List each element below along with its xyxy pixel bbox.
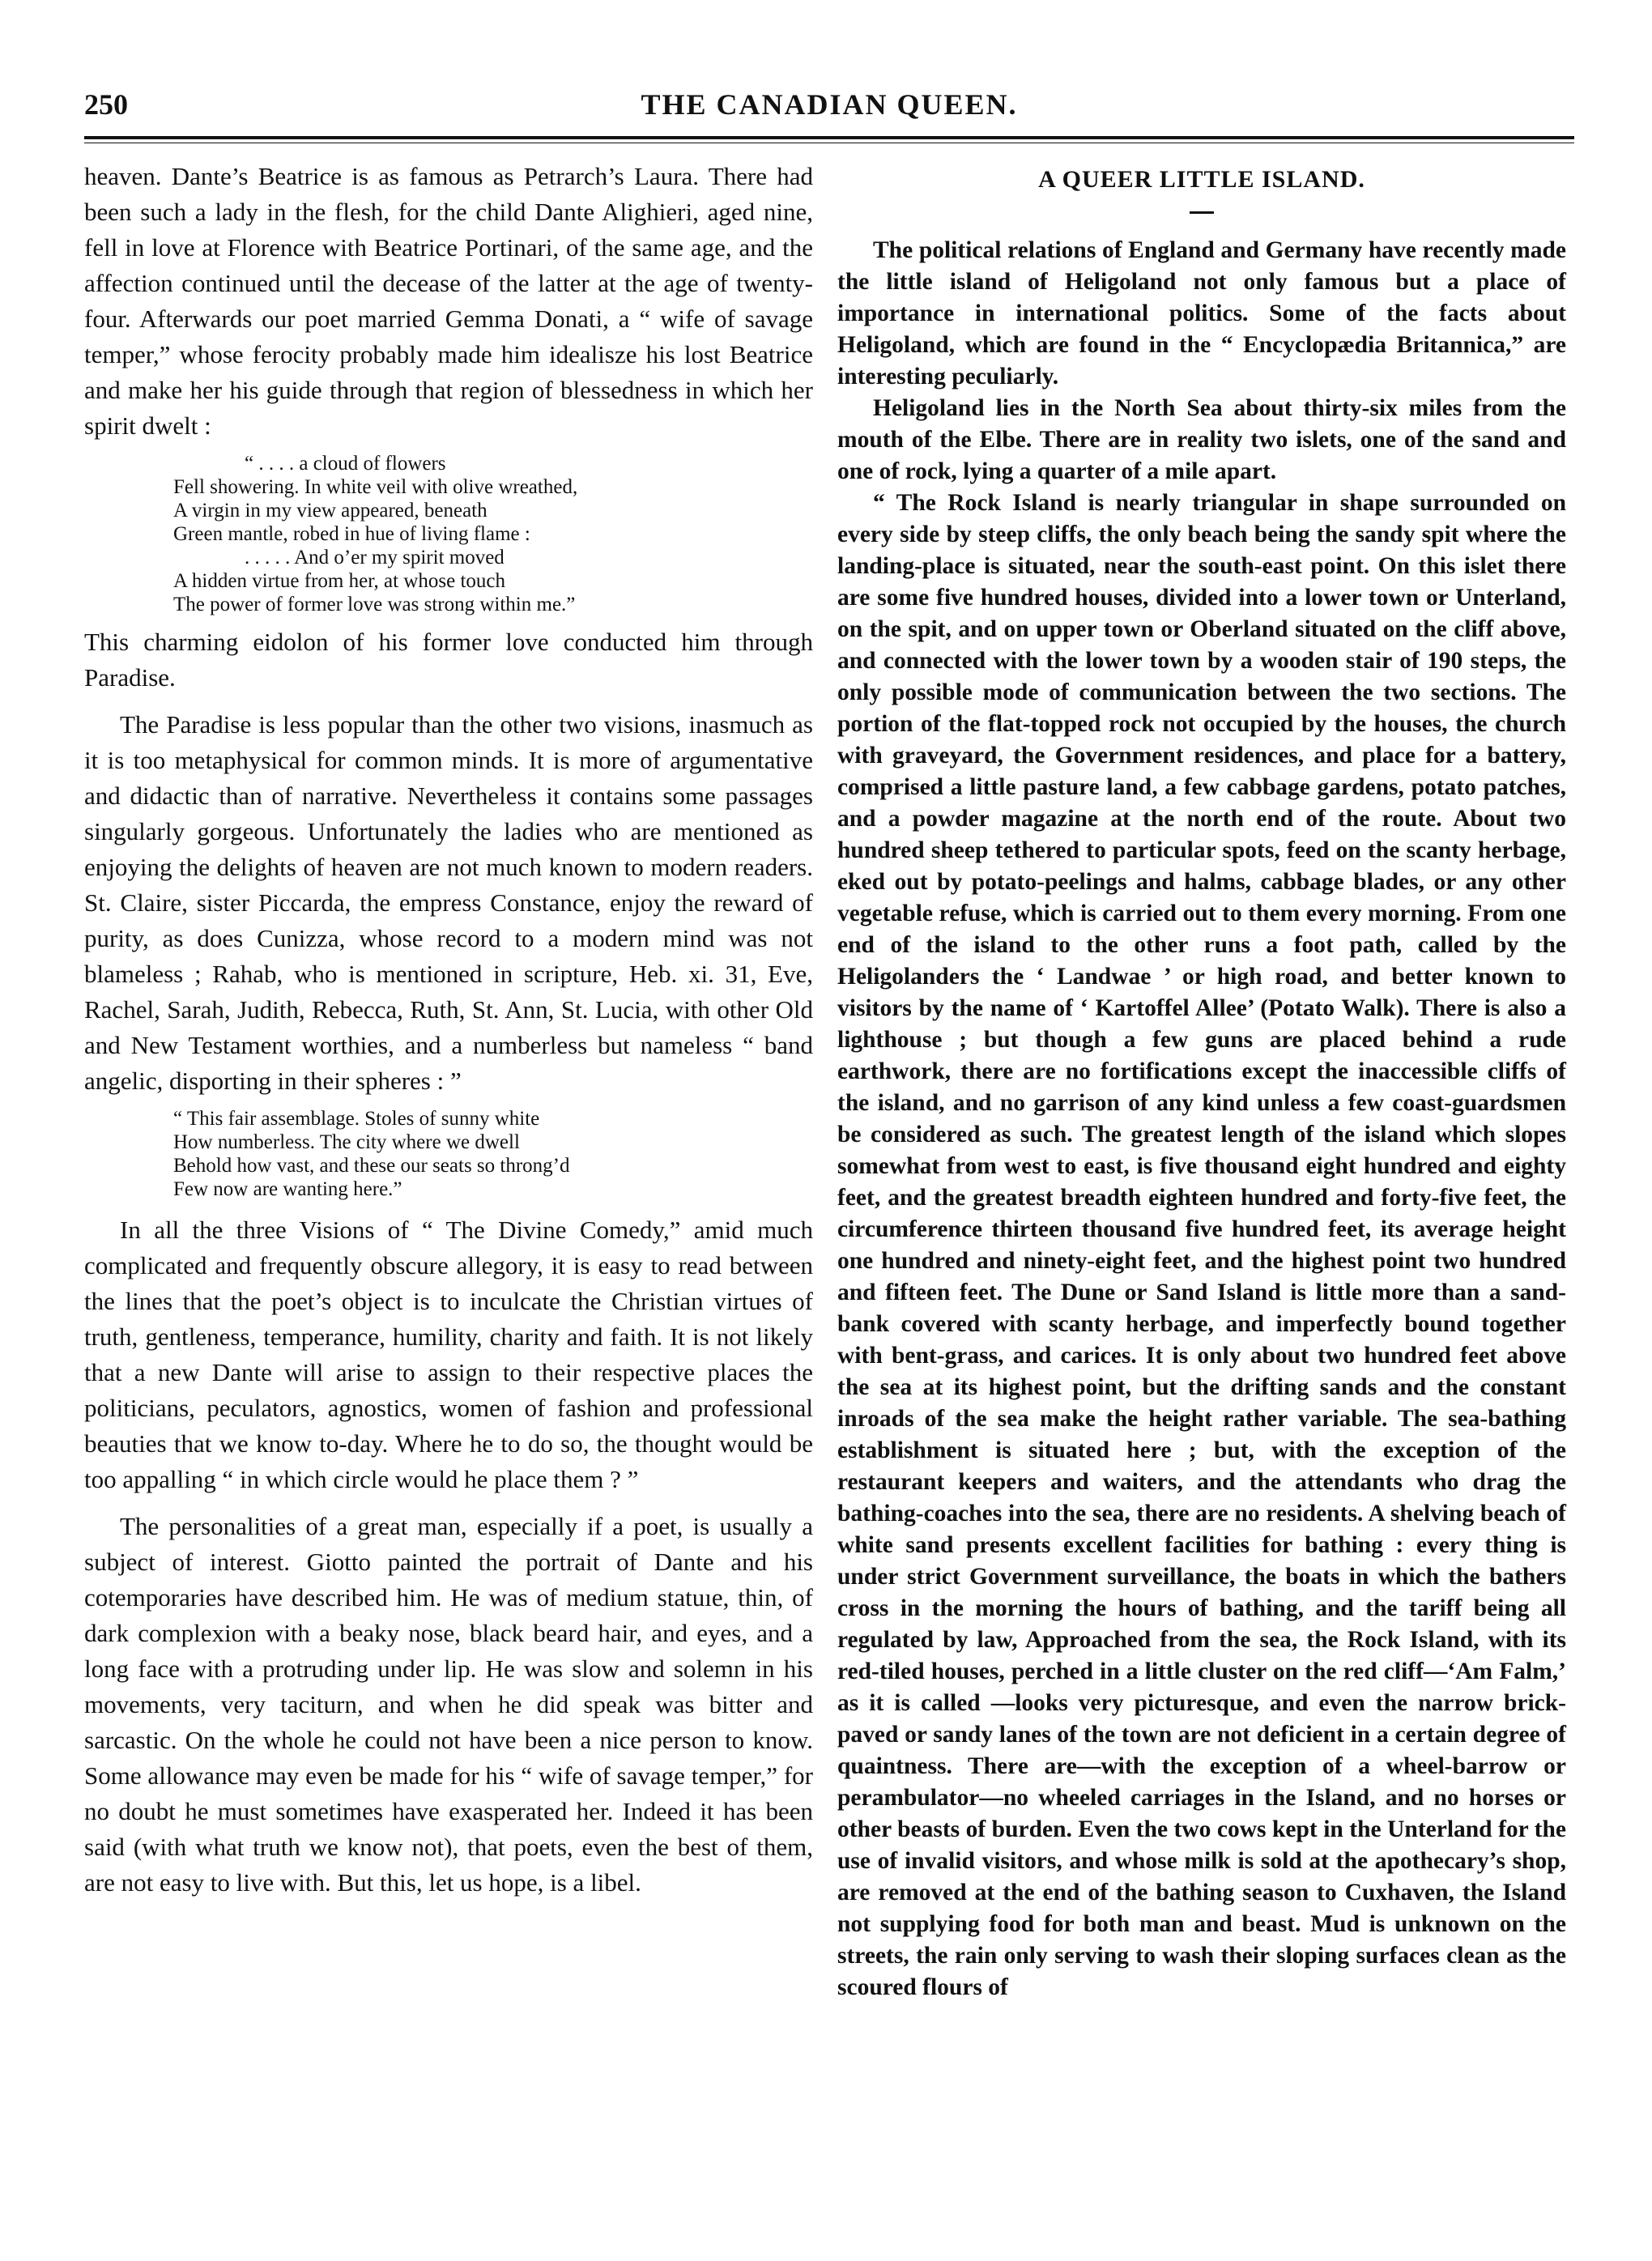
- title-dash: [1190, 211, 1214, 214]
- poem-line: A hidden virtue from her, at whose touch: [173, 570, 506, 592]
- poem-line: “ This fair assemblage. Stoles of sunny white: [173, 1108, 540, 1130]
- poem-line: . . . . . And o’er my spirit moved: [245, 547, 505, 568]
- paragraph: The Paradise is less popular than the other two visions, inasmuch as it is too metaphysical for common minds. It is more of argumentative and didactic than of narrative. Nevertheless it contains some passages singularly gorgeous. Unfortunately the ladies who are mentioned as enjoying the delights of heaven are not much known to modern readers. St. Claire, sister Piccarda, the empress Constance, enjoy the reward of purity, as does Cunizza, whose record to a modern mind was not blameless ; Rahab, who is mentioned in scripture, Heb. xi. 31, Eve, Rachel, Sarah, Judith, Rebecca, Ruth, St. Ann, St. Lucia, with other Old and New Testament worthies, and a numberless but nameless “ band angelic, disporting in their spheres : ”: [84, 710, 813, 1095]
- paragraph: This charming eidolon of his former love conducted him through Paradise.: [84, 628, 813, 692]
- paragraph: In all the three Visions of “ The Divine Comedy,” amid much complicated and frequently obscure allegory, it is easy to read between the lines that the poet’s object is to inculcate the Christian virtues of truth, gentleness, temperance, humility, charity and faith. It is not likely that a new Dante will arise to assign to their respective places the politicians, peculators, agnostics, women of fashion and professional beauties that we know to-day. Where he to do so, the thought would be too appalling “ in which circle would he place them ? ”: [84, 1216, 813, 1493]
- poem-line: The power of former love was strong within me.”: [173, 594, 576, 615]
- poem-line: Behold how vast, and these our seats so throng’d: [173, 1155, 570, 1177]
- page-header: [84, 83, 1574, 131]
- poem-line: Green mantle, robed in hue of living flame :: [173, 523, 530, 545]
- left-column: [84, 159, 813, 1901]
- poem-line: Few now are wanting here.”: [173, 1178, 402, 1200]
- poem-line: A virgin in my view appeared, beneath: [173, 500, 488, 522]
- poem-line: How numberless. The city where we dwell: [173, 1131, 520, 1153]
- running-head: THE CANADIAN QUEEN.: [641, 88, 1018, 121]
- poem-quote: [173, 1107, 813, 1201]
- poem-line: “ . . . . a cloud of flowers: [245, 453, 446, 475]
- right-column: [837, 159, 1566, 2003]
- paragraph: “ The Rock Island is nearly triangular in shape surrounded on every side by steep cliffs, the only beach being the sandy spit where the landing-place is situated, near the south-east point. On this islet there are some five hundred houses, divided into a lower town or Unterland, on the spit, and on upper town or Oberland situated on the cliff above, and connected with the lower town by a wooden stair of 190 steps, the only possible mode of communication between the two sections. The portion of the flat-topped rock not occupied by the houses, the church with graveyard, the Government residences, and place for a battery, comprised a little pasture land, a few cabbage gardens, potato patches, and a powder magazine at the north end of the route. About two hundred sheep tethered to particular spots, feed on the scanty herbage, eked out by potato-peelings and halms, cabbage blades, or any other vegetable refuse, which is carried out to them every morning. From one end of the island to the other runs a foot path, called by the Heligolanders the ‘ Landwae ’ or high road, and better known to visitors by the name of ‘ Kartoffel Allee’ (Potato Walk). There is also a lighthouse ; but though a few guns are placed behind a rude earthwork, there are no fortifications except the inaccessible cliffs of the island, and no garrison of any kind unless a few coast-guardsmen be considered as such. The greatest length of the island which slopes somewhat from west to east, is five thousand eight hundred and eighty feet, and the greatest breadth eighteen hundred and forty-five feet, the circumference thirteen thousand five hundred feet, its average height one hundred and ninety-eight feet, and the highest point two hundred and fifteen feet. The Dune or Sand Island is little more than a sand-bank covered with scanty herbage, and imperfectly bound together with bent-grass, and carices. It is only about two hundred feet above the sea at its highest point, but the drifting sands and the constant inroads of the sea make the height rather variable. The sea-bathing establishment is situated here ; but, with the exception of the restaurant keepers and waiters, and the attendants who drag the bathing-coaches into the sea, there are no residents. A shelving beach of white sand presents excellent facilities for bathing : every thing is under strict Government surveillance, the boats in which the bathers cross in the morning the hours of bathing, and the tariff being all regulated by law, Approached from the sea, the Rock Island, with its red-tiled houses, perched in a little cluster on the red cliff—‘Am Falm,’ as it is called —looks very picturesque, and even the narrow brick-paved or sandy lanes of the town are not deficient in a certain degree of quaintness. There are—with the exception of a wheel-barrow or perambulator—no wheeled carriages in the Island, and no horses or other beasts of burden. Even the two cows kept in the Unterland for the use of invalid visitors, and whose milk is sold at the apothecary’s shop, are removed at the end of the bathing season to Cuxhaven, the Island not supplying food for both man and beast. Mud is unknown on the streets, the rain only serving to wash their sloping surfaces clean as the scoured flours of: [837, 490, 1566, 2000]
- paragraph: heaven. Dante’s Beatrice is as famous as Petrarch’s Laura. There had been such a lady in the flesh, for the child Dante Alighieri, aged nine, fell in love at Florence with Beatrice Portinari, of the same age, and the affection continued until the decease of the latter at the age of twenty-four. Afterwards our poet married Gemma Donati, a “ wife of savage temper,” whose ferocity probably made him idealisze his lost Beatrice and make her his guide through that region of blessedness in which her spirit dwelt :: [84, 162, 813, 440]
- article-title: A QUEER LITTLE ISLAND.: [1038, 166, 1365, 193]
- poem-line: Fell showering. In white veil with olive wreathed,: [173, 476, 578, 498]
- page-number: 250: [84, 88, 128, 121]
- header-rule: [84, 136, 1574, 139]
- poem-quote: [173, 452, 813, 616]
- paragraph: The personalities of a great man, especially if a poet, is usually a subject of interest. Giotto painted the portrait of Dante and his cotemporaries have described him. He was of medium statuıe, thin, of dark complexion with a beaky nose, black beard hair, and eyes, and a long face with a protruding under lip. He was slow and solemn in his movements, very taciturn, and when he did speak was bitter and sarcastic. On the whole he could not have been a nice person to know. Some allowance may even be made for his “ wife of savage temper,” for no doubt he must sometimes have exasperated her. Indeed it has been said (with what truth we know not), that poets, even the best of them, are not easy to live with. But this, let us hope, is a libel.: [84, 1512, 813, 1897]
- paragraph: Heligoland lies in the North Sea about thirty-six miles from the mouth of the Elbe. There are in reality two islets, one of the sand and one of rock, lying a quarter of a mile apart.: [837, 395, 1566, 484]
- paragraph: The political relations of England and Germany have recently made the little island of Heligoland not only famous but a place of importance in international politics. Some of the facts about Heligoland, which are found in the “ Encyclopædia Britannica,” are interesting peculiarly.: [837, 237, 1566, 390]
